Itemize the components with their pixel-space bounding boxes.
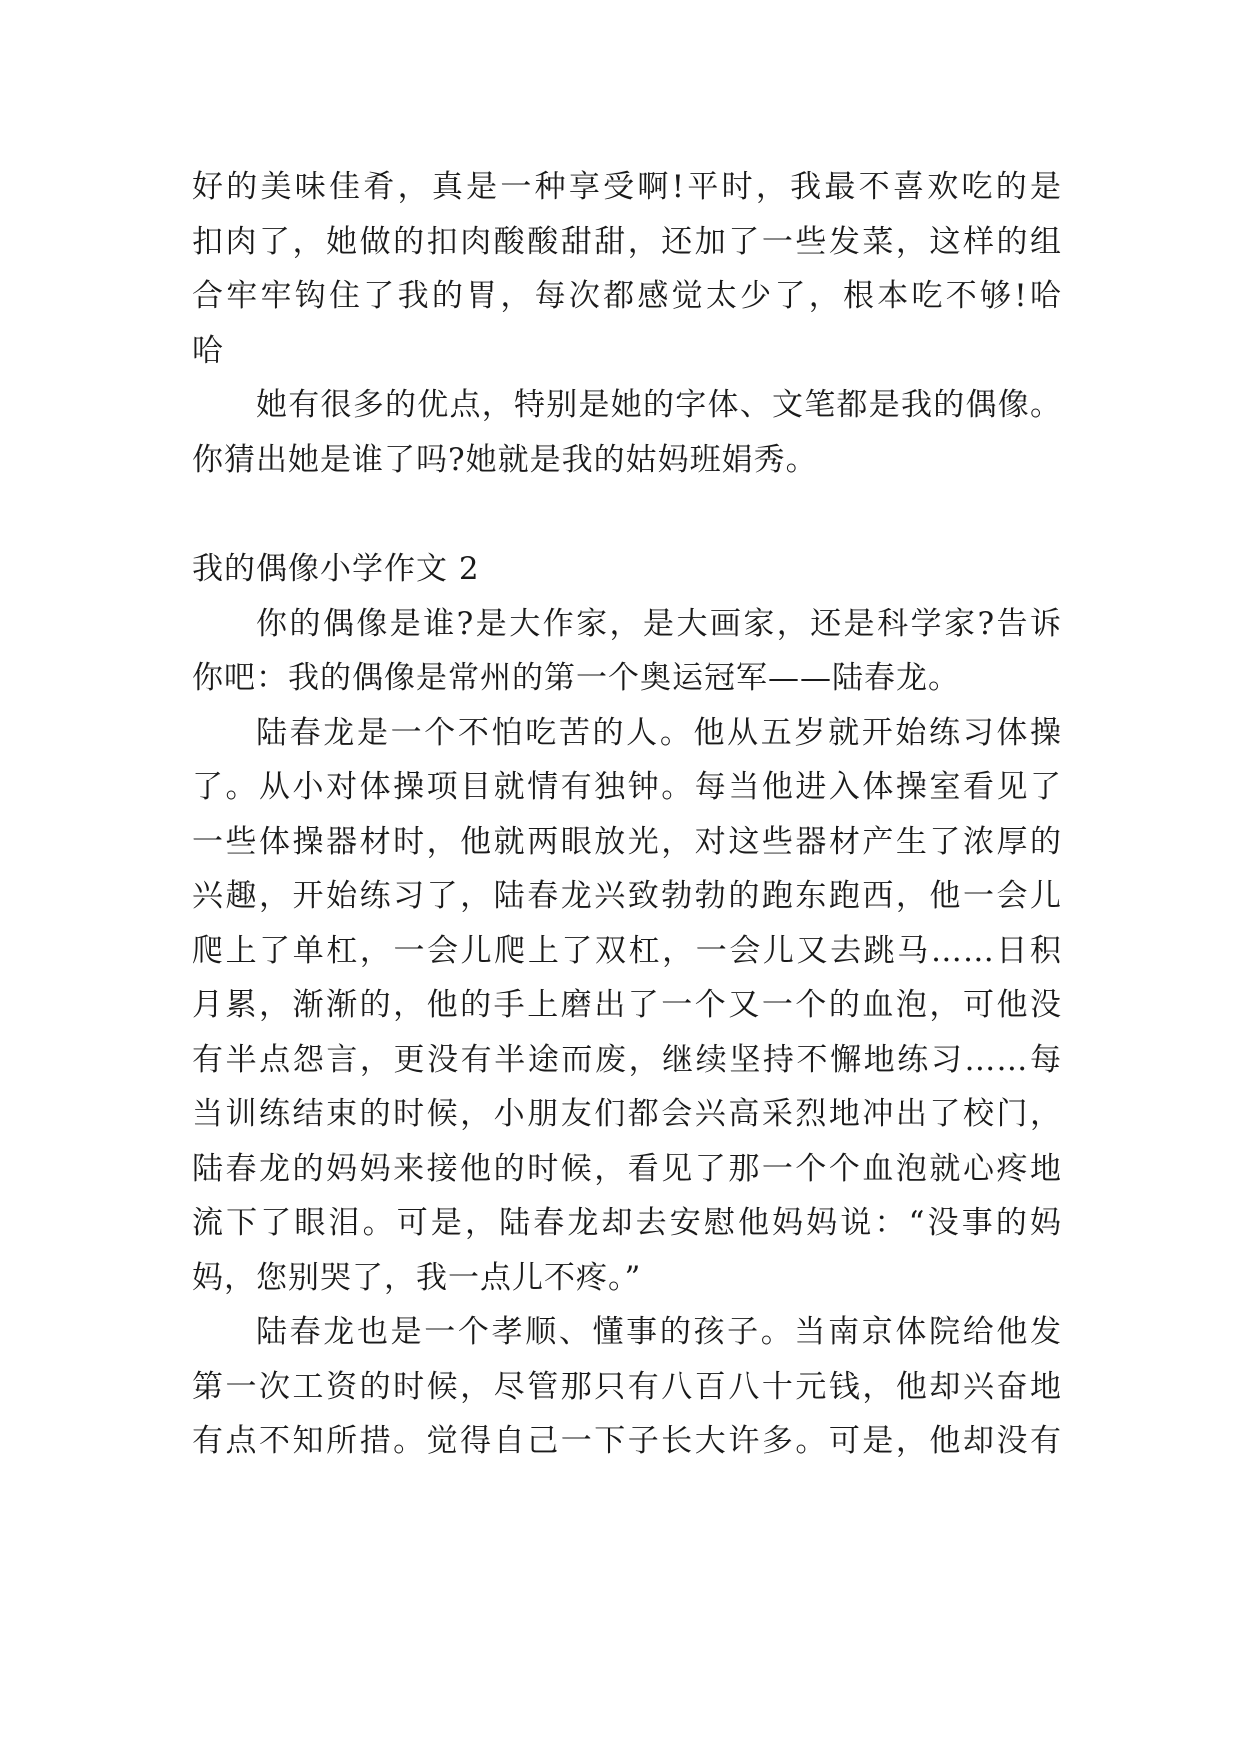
text-line: 陆春龙也是一个孝顺、懂事的孩子。当南京体院给他发 xyxy=(256,1314,1062,1350)
text-line: 你吧：我的偶像是常州的第一个奥运冠军——陆春龙。 xyxy=(192,660,960,696)
text-line: 流下了眼泪。可是，陆春龙却去安慰他妈妈说：“没事的妈 xyxy=(192,1205,1062,1241)
text-line: 一些体操器材时，他就两眼放光，对这些器材产生了浓厚的 xyxy=(192,823,1062,860)
text-line: 有点不知所措。觉得自己一下子长大许多。可是，他却没有 xyxy=(192,1423,1062,1459)
text-line: 陆春龙的妈妈来接他的时候，看见了那一个个血泡就心疼地 xyxy=(192,1150,1062,1187)
text-line: 你猜出她是谁了吗?她就是我的姑妈班娟秀。 xyxy=(192,441,818,478)
paragraph-continuation xyxy=(192,160,1062,378)
text-line: 好的美味佳肴，真是一种享受啊!平时，我最不喜欢吃的是 xyxy=(192,169,1062,205)
text-line: 月累，渐渐的，他的手上磨出了一个又一个的血泡，可他没 xyxy=(192,987,1062,1023)
text-line: 合牢牢钩住了我的胃，每次都感觉太少了，根本吃不够!哈 xyxy=(192,278,1062,314)
paragraph xyxy=(192,378,1062,487)
text-line: 她有很多的优点，特别是她的字体、文笔都是我的偶像。 xyxy=(256,387,1062,423)
text-line: 陆春龙是一个不怕吃苦的人。他从五岁就开始练习体操 xyxy=(256,714,1062,751)
section-gap xyxy=(192,487,1062,542)
text-line: 扣肉了，她做的扣肉酸酸甜甜，还加了一些发菜，这样的组 xyxy=(192,223,1062,260)
text-line: 爬上了单杠，一会儿爬上了双杠，一会儿又去跳马……日积 xyxy=(192,932,1062,969)
text-line: 了。从小对体操项目就情有独钟。每当他进入体操室看见了 xyxy=(192,769,1062,805)
text-line: 第一次工资的时候，尽管那只有八百八十元钱，他却兴奋地 xyxy=(192,1368,1062,1405)
text-line: 当训练结束的时候，小朋友们都会兴高采烈地冲出了校门， xyxy=(192,1096,1062,1132)
paragraph xyxy=(192,1305,1062,1469)
text-line: 妈，您别哭了，我一点儿不疼。” xyxy=(192,1259,642,1296)
text-line: 兴趣，开始练习了，陆春龙兴致勃勃的跑东跑西，他一会儿 xyxy=(192,878,1062,914)
text-line: 哈 xyxy=(192,332,224,369)
paragraph xyxy=(192,597,1062,706)
paragraph xyxy=(192,706,1062,1306)
essay-title: 我的偶像小学作文 2 xyxy=(192,551,480,587)
text-line: 有半点怨言，更没有半途而废，继续坚持不懈地练习……每 xyxy=(192,1041,1062,1078)
text-line: 你的偶像是谁?是大作家，是大画家，还是科学家?告诉 xyxy=(256,605,1062,642)
document-page xyxy=(192,160,1062,1469)
